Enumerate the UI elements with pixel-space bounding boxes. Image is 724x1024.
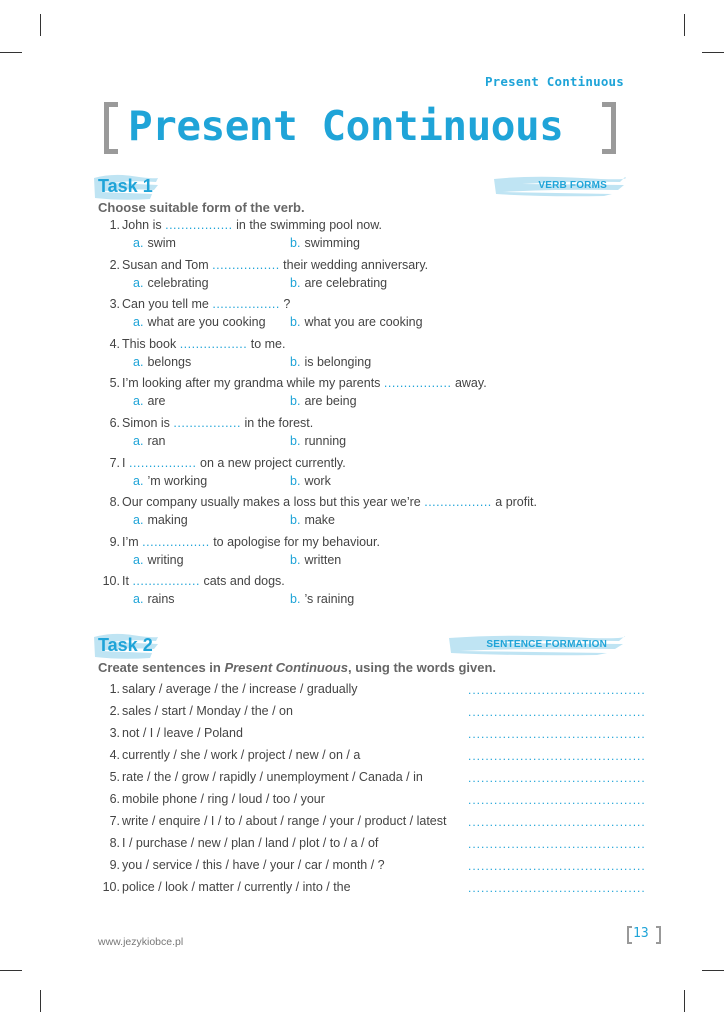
answer-line: ......................................... [468,749,646,763]
option-a-text: making [147,513,188,528]
option-a [133,315,266,329]
answer-blank: ................. [179,336,248,351]
task2-tag: SENTENCE FORMATION [486,639,607,650]
option-b-text: written [304,552,342,567]
task1-label: Task 1 [98,176,153,196]
footer-url: www.jezykiobce.pl [98,936,184,948]
option-b [290,513,335,527]
question-text-after: their wedding anniversary. [283,257,429,272]
option-b-text: running [304,434,347,448]
task2-header [92,631,627,661]
option-a-text: what are you cooking [147,315,266,330]
task2-label: Task 2 [98,635,153,655]
answer-blank: ................. [173,416,241,430]
option-b [290,553,341,567]
option-b-letter: b. [290,473,301,488]
crop-mark [0,52,22,53]
option-a-text: writing [147,552,184,567]
answer-blank: ................. [128,455,197,470]
question-text-before: I’m [122,534,139,549]
task1-instruction: Choose suitable form of the verb. [98,200,305,215]
question-text-after: ? [283,297,291,312]
question-number: 10. [102,574,120,589]
option-b [290,592,354,606]
option-a-letter: a. [133,592,144,607]
answer-line: ......................................... [468,683,646,697]
option-b-text: are celebrating [304,275,388,290]
answer-blank: ................. [424,495,492,510]
option-a-text: belongs [147,354,192,369]
option-b-text: ’s raining [304,592,355,607]
crop-mark [40,14,41,36]
answer-line: ......................................... [468,727,646,741]
answer-line: ......................................... [468,815,646,829]
sentence-words: you / service / this / have / your / car / month / ? [122,858,385,872]
option-a-text: are [147,394,166,409]
page-title-block [100,100,620,160]
title-bracket-right [602,102,616,154]
question-line [98,495,537,509]
answer-blank: ................. [212,297,280,312]
option-b-letter: b. [290,434,301,448]
question-line [98,376,487,390]
task2-instruction [98,660,496,675]
answer-blank: ................. [132,574,200,589]
question-text-before: It [122,574,129,589]
sentence-words: salary / average / the / increase / gradually [122,682,358,696]
option-b [290,355,371,369]
question-number: 6. [109,416,120,430]
answer-line: ......................................... [468,881,646,895]
question-text-before: Simon is [122,416,170,430]
option-a [133,236,176,250]
option-a-text: ’m working [147,473,208,488]
option-b-text: are being [304,394,357,409]
question-text-before: I’m looking after my grandma while my parents [122,376,381,391]
option-a-letter: a. [133,236,144,250]
answer-blank: ................. [383,376,452,391]
page-bracket-left [627,926,632,944]
option-a [133,355,191,369]
answer-blank: ................. [142,534,210,549]
task1-tag: VERB FORMS [538,180,607,191]
question-text-before: Our company usually makes a loss but this year we’re [122,495,421,510]
sentence-number: 7. [109,814,120,828]
answer-line: ......................................... [468,837,646,851]
question-text-after: cats and dogs. [203,574,285,589]
question-line [98,258,428,272]
task1-header [92,172,627,202]
sentence-number: 2. [109,704,120,718]
task2-instruction-post: , using the words given. [347,660,497,675]
crop-mark [684,14,685,36]
question-text-before: Susan and Tom [122,257,209,272]
question-number: 2. [109,257,120,272]
option-a-letter: a. [133,434,144,448]
option-a [133,434,166,448]
sentence-item [98,792,325,806]
option-a [133,553,184,567]
option-a [133,276,209,290]
question-number: 9. [109,534,120,549]
question-number: 7. [109,455,120,470]
question-line [98,337,285,351]
option-b-text: what you are cooking [304,315,423,330]
option-b-letter: b. [290,552,301,567]
option-a-letter: a. [133,552,144,567]
sentence-number: 4. [109,748,120,762]
option-a-letter: a. [133,513,144,528]
option-b-letter: b. [290,275,301,290]
question-number: 8. [109,495,120,510]
question-number: 1. [109,218,120,232]
task2-instruction-em: Present Continuous [224,660,348,675]
option-b [290,236,360,250]
option-b-text: make [304,513,336,528]
sentence-item [98,814,446,828]
sentence-item [98,726,243,740]
option-b-letter: b. [290,236,301,250]
sentence-words: police / look / matter / currently / into / the [122,880,351,894]
question-number: 3. [109,297,120,312]
answer-line: ......................................... [468,771,646,785]
sentence-item [98,704,293,718]
question-text-after: a profit. [495,495,537,510]
option-a [133,513,188,527]
crop-mark [702,970,724,971]
sentence-number: 3. [109,726,120,740]
question-number: 4. [109,336,120,351]
option-b-text: swimming [304,236,360,250]
question-text-before: Can you tell me [122,297,209,312]
option-b [290,315,423,329]
option-b-letter: b. [290,513,301,528]
option-b [290,434,346,448]
question-line [98,535,380,549]
question-line [98,416,313,430]
page-title: Present Continuous [128,102,564,150]
sentence-words: mobile phone / ring / loud / too / your [122,792,325,806]
option-b-letter: b. [290,315,301,330]
option-a-letter: a. [133,275,144,290]
option-a-letter: a. [133,354,144,369]
option-b-text: work [304,473,331,488]
question-text-after: on a new project currently. [200,455,346,470]
question-line [98,456,346,470]
sentence-item [98,880,351,894]
option-a-letter: a. [133,473,144,488]
option-a [133,394,166,408]
sentence-words: rate / the / grow / rapidly / unemployment / Canada / in [122,770,423,784]
sentence-words: not / I / leave / Poland [122,726,243,740]
question-line [98,574,285,588]
question-text-before: This book [122,336,177,351]
question-line [98,297,290,311]
question-line [98,218,382,232]
option-a [133,592,175,606]
option-a-text: ran [147,434,166,448]
title-bracket-left [104,102,118,154]
question-text-before: John is [122,218,162,232]
crop-mark [40,990,41,1012]
option-b-letter: b. [290,592,301,607]
question-text-after: to apologise for my behaviour. [213,534,380,549]
crop-mark [702,52,724,53]
option-a-text: swim [147,236,176,250]
sentence-number: 5. [109,770,120,784]
question-text-after: to me. [250,336,286,351]
crop-mark [684,990,685,1012]
sentence-words: sales / start / Monday / the / on [122,704,293,718]
question-text-after: away. [454,376,487,391]
option-a-text: rains [147,592,175,607]
sentence-number: 1. [109,682,120,696]
answer-blank: ................. [212,257,280,272]
sentence-number: 10. [102,880,120,894]
page-number [627,926,661,944]
sentence-words: I / purchase / new / plan / land / plot / to / a / of [122,836,379,850]
sentence-item [98,770,423,784]
question-text-before: I [122,455,126,470]
option-b [290,276,387,290]
option-a-text: celebrating [147,275,209,290]
option-b-letter: b. [290,394,301,409]
answer-blank: ................. [165,218,233,232]
task2-instruction-pre: Create sentences in [98,660,225,675]
sentence-number: 8. [109,836,120,850]
sentence-number: 9. [109,858,120,872]
sentence-item [98,858,385,872]
answer-line: ......................................... [468,793,646,807]
answer-line: ......................................... [468,705,646,719]
option-a-letter: a. [133,315,144,330]
question-number: 5. [109,376,120,391]
page-number-text: 13 [633,926,649,941]
option-a [133,474,207,488]
option-b [290,394,357,408]
sentence-words: write / enquire / I / to / about / range / your / product / latest [122,814,447,828]
page-bracket-right [656,926,661,944]
option-b-text: is belonging [304,354,372,369]
sentence-item [98,748,360,762]
sentence-item [98,836,378,850]
crop-mark [0,970,22,971]
option-a-letter: a. [133,394,144,409]
question-text-after: in the forest. [244,416,314,430]
answer-line: ......................................... [468,859,646,873]
option-b-letter: b. [290,354,301,369]
sentence-item [98,682,358,696]
sentence-words: currently / she / work / project / new / on / a [122,748,361,762]
question-text-after: in the swimming pool now. [236,218,383,232]
sentence-number: 6. [109,792,120,806]
running-head: Present Continuous [484,74,624,89]
option-b [290,474,331,488]
